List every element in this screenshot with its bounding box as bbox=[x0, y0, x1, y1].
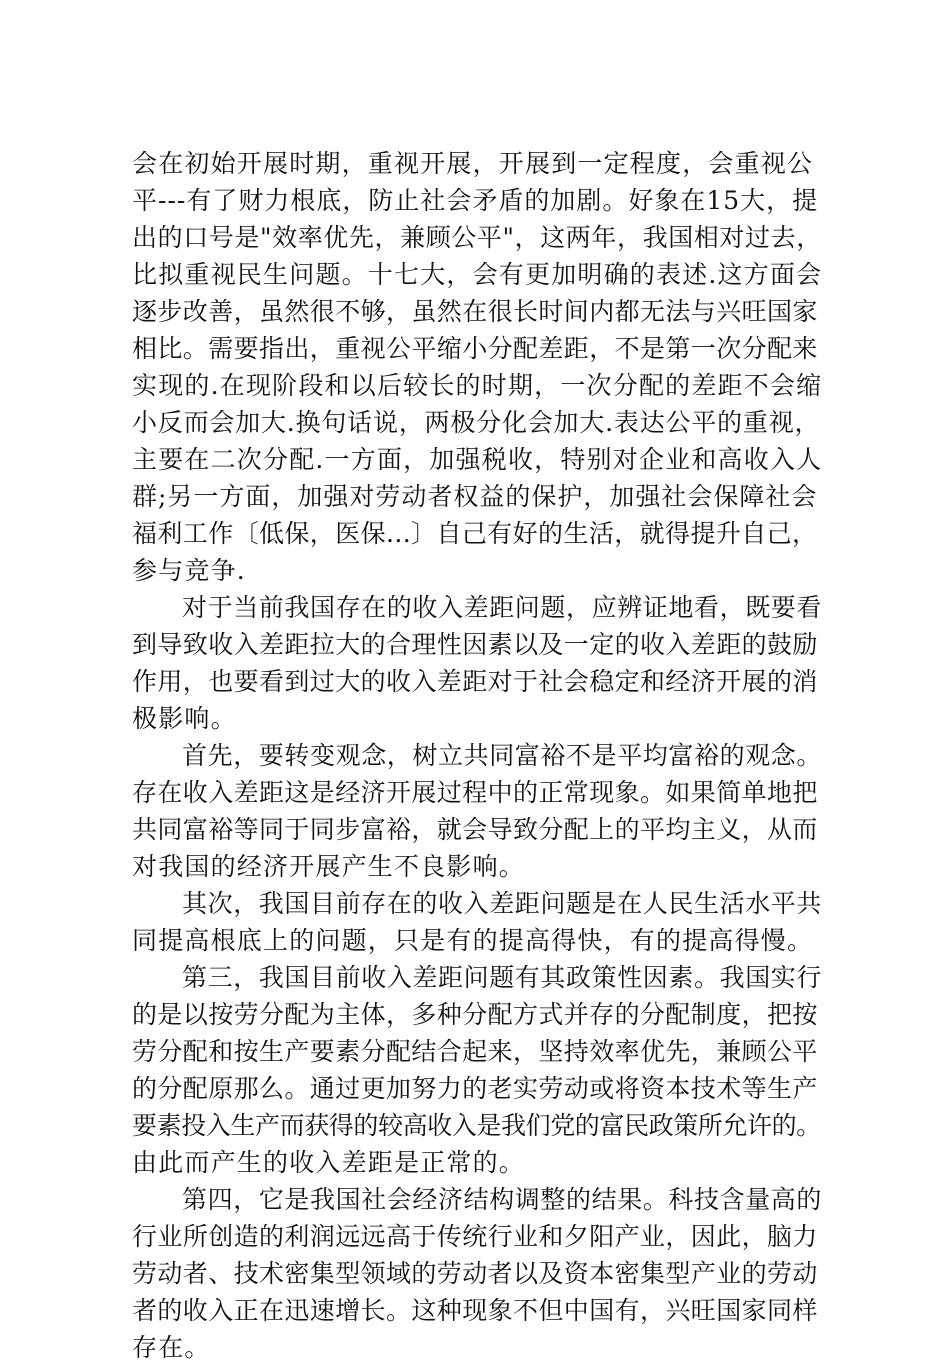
paragraph-first-line: 第三，我国目前收入差距问题有其政策性因素。我国实行 bbox=[182, 963, 823, 992]
paragraph-first-line: 第四，它是我国社会经济结构调整的结果。科技含量高的 bbox=[182, 1185, 823, 1214]
paragraph-first-line: 首先，要转变观念，树立共同富裕不是平均富裕的观念。 bbox=[182, 741, 823, 770]
text-line: 对我国的经济开展产生不良影响。 bbox=[132, 852, 526, 881]
text-line: 小反而会加大.换句话说，两极分化会加大.表达公平的重视， bbox=[132, 408, 821, 437]
text-line: 劳分配和按生产要素分配结合起来，坚持效率优先，兼顾公平 bbox=[132, 1037, 818, 1066]
text-line: 存在收入差距这是经济开展过程中的正常现象。如果简单地把 bbox=[132, 778, 818, 807]
document-body bbox=[132, 145, 822, 1366]
text-line: 比拟重视民生问题。十七大，会有更加明确的表述.这方面会 bbox=[132, 260, 823, 289]
text-line: 存在。 bbox=[132, 1333, 211, 1362]
text-line: 共同富裕等同于同步富裕，就会导致分配上的平均主义，从而 bbox=[132, 815, 818, 844]
text-line: 出的口号是"效率优先，兼顾公平"，这两年，我国相对过去， bbox=[132, 223, 822, 252]
paragraph-first-line: 对于当前我国存在的收入差距问题，应辨证地看，既要看 bbox=[182, 593, 823, 622]
text-line: 极影响。 bbox=[132, 704, 237, 733]
text-line: 行业所创造的利润远远高于传统行业和夕阳产业，因此，脑力 bbox=[132, 1222, 818, 1251]
text-line: 平---有了财力根底，防止社会矛盾的加剧。好象在15大，提 bbox=[132, 186, 819, 215]
text-line: 同提高根底上的问题，只是有的提高得快，有的提高得慢。 bbox=[132, 926, 814, 955]
paragraph-first-line: 其次，我国目前存在的收入差距问题是在人民生活水平共 bbox=[182, 889, 823, 918]
text-line: 要素投入生产而获得的较高收入是我们党的富民政策所允许的。 bbox=[132, 1111, 821, 1140]
text-line: 劳动者、技术密集型领域的劳动者以及资本密集型产业的劳动 bbox=[132, 1259, 818, 1288]
text-line: 到导致收入差距拉大的合理性因素以及一定的收入差距的鼓励 bbox=[132, 630, 818, 659]
text-line: 参与竞争. bbox=[132, 556, 246, 585]
text-line: 者的收入正在迅速增长。这种现象不但中国有，兴旺国家同样 bbox=[132, 1296, 818, 1325]
text-line: 由此而产生的收入差距是正常的。 bbox=[132, 1148, 526, 1177]
text-line: 的分配原那么。通过更加努力的老实劳动或将资本技术等生产 bbox=[132, 1074, 818, 1103]
text-line: 逐步改善，虽然很不够，虽然在很长时间内都无法与兴旺国家 bbox=[132, 297, 818, 326]
text-line: 实现的.在现阶段和以后较长的时期，一次分配的差距不会缩 bbox=[132, 371, 823, 400]
text-line: 作用，也要看到过大的收入差距对于社会稳定和经济开展的消 bbox=[132, 667, 818, 696]
text-line: 主要在二次分配.一方面，加强税收，特别对企业和高收入人 bbox=[132, 445, 823, 474]
text-line: 会在初始开展时期，重视开展，开展到一定程度，会重视公 bbox=[132, 149, 814, 178]
text-line: 相比。需要指出，重视公平缩小分配差距，不是第一次分配来 bbox=[132, 334, 818, 363]
text-line: 群;另一方面，加强对劳动者权益的保护，加强社会保障社会 bbox=[132, 482, 818, 511]
text-line: 的是以按劳分配为主体，多种分配方式并存的分配制度，把按 bbox=[132, 1000, 818, 1029]
text-line: 福利工作〔低保，医保...〕自己有好的生活，就得提升自己， bbox=[132, 519, 818, 548]
